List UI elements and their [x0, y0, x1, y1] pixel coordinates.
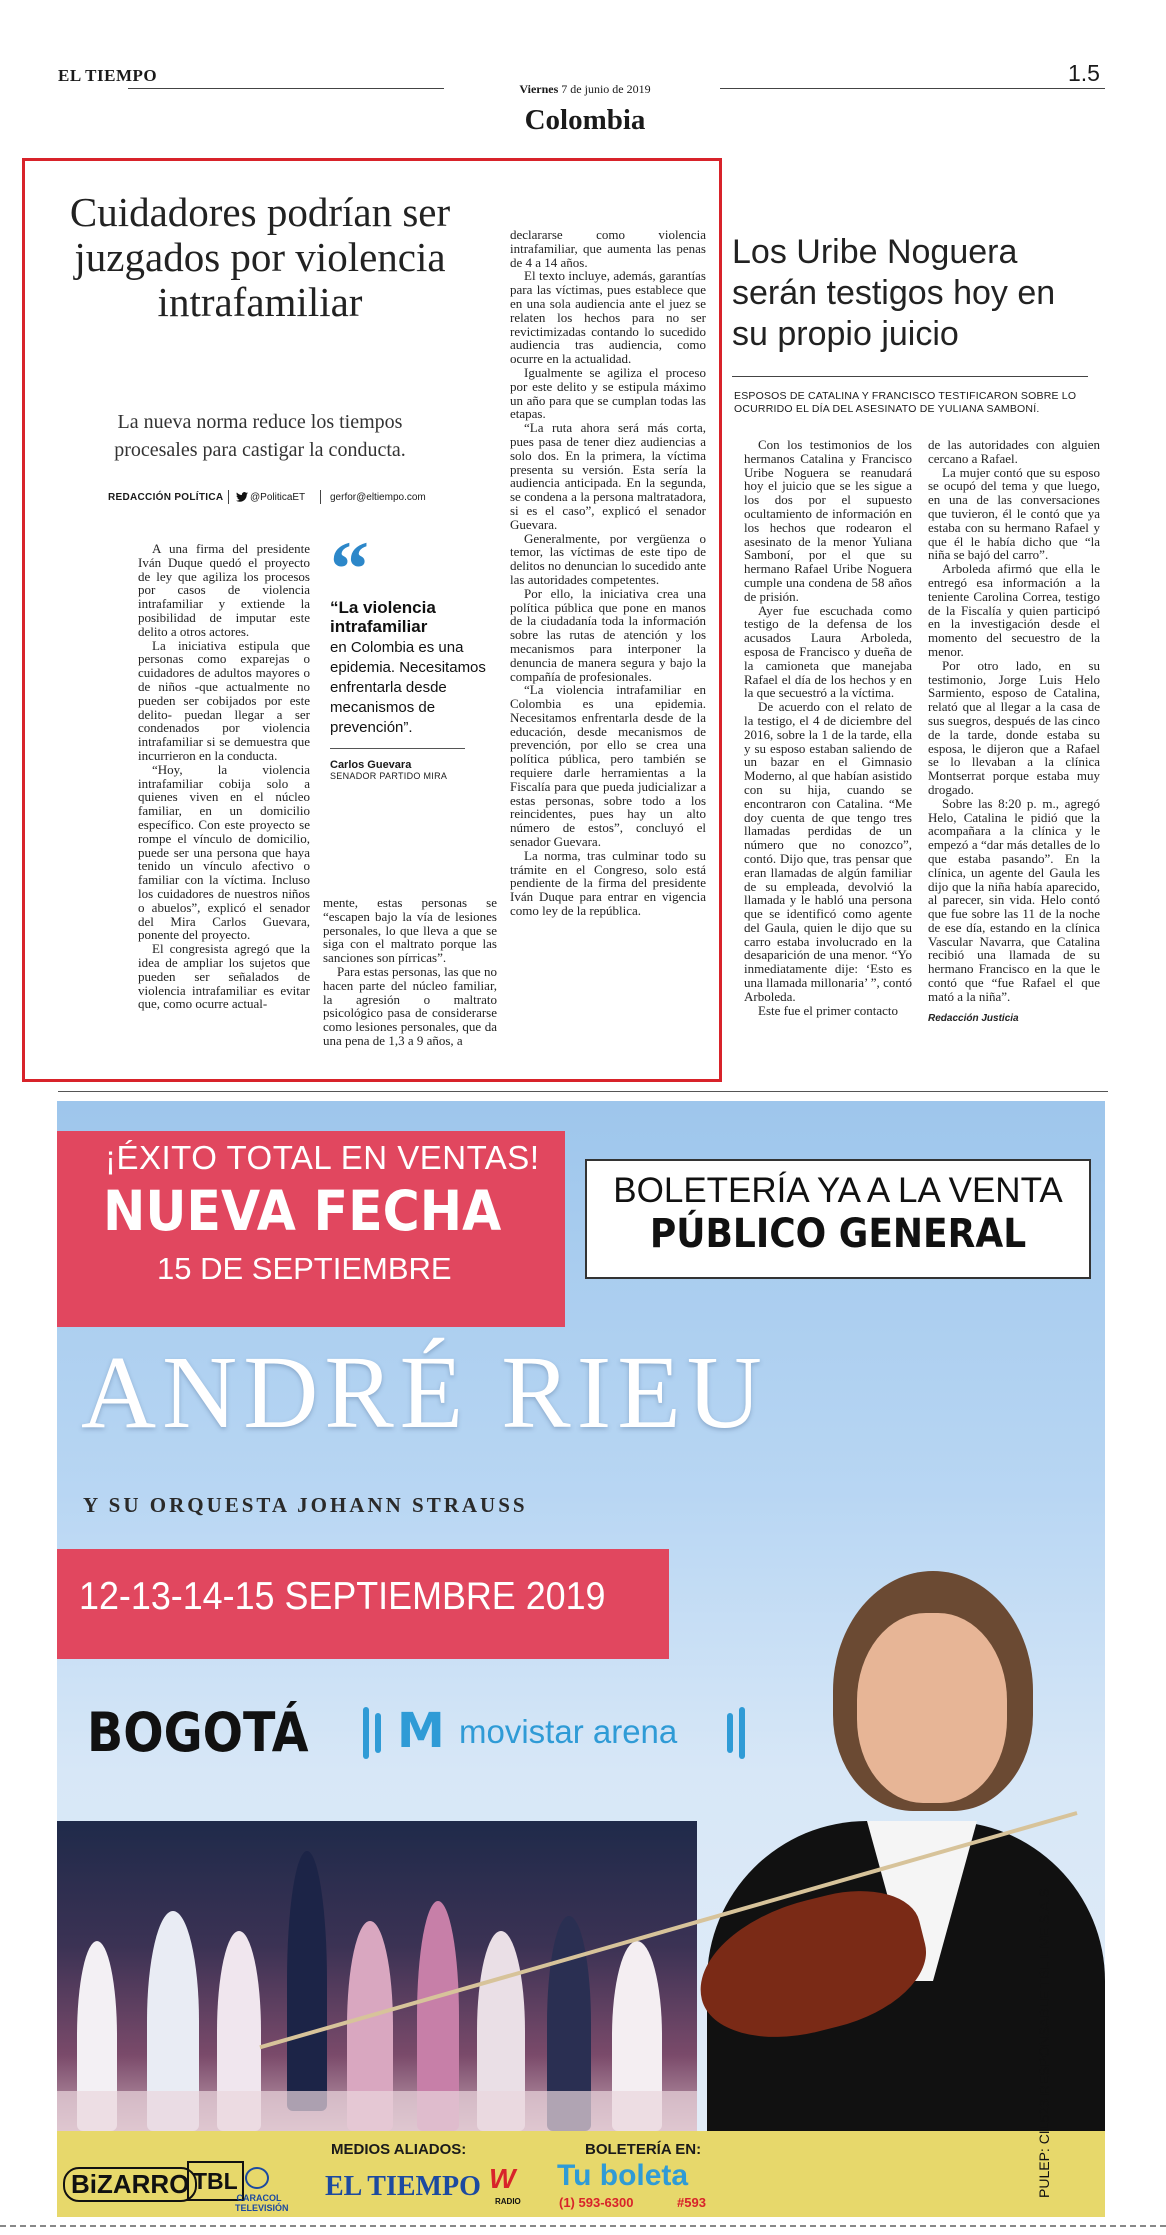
w-radio-sub: RADIO — [495, 2197, 521, 2206]
header-rule-left — [128, 88, 444, 89]
paragraph: Generalmente, por vergüenza o temor, las víctimas de este tipo de delitos no denuncian lo sucedido ante las autoridades competentes. — [510, 530, 706, 587]
tuboleta-logo: Tu boleta — [557, 2159, 689, 2192]
page-bottom-edge — [0, 2225, 1166, 2227]
paragraph: La mujer contó que su esposo se ocupó del tema y que luego, en una de las conversaciones que tuvieron, él le contó que ya estaba con su hermano Rafael y que él le había dicho que “la niña se bajó del carro”. — [928, 464, 1100, 563]
quote-mark-icon: “ — [330, 525, 369, 612]
paragraph: mente, estas personas se “escapen bajo la vía de lesiones personales, lo que lleva a que se siga con el maltrato porque las sanciones son pírricas”. — [323, 895, 497, 966]
tbl-logo: TBL — [187, 2161, 244, 2201]
masthead: EL TIEMPO — [58, 66, 158, 85]
venue-name: movistar arena — [459, 1713, 678, 1750]
article1-credits — [108, 490, 488, 506]
ad-medios-label: MEDIOS ALIADOS: — [331, 2141, 467, 2158]
paragraph: Arboleda afirmó que ella le entregó esa información a la teniente Carolina Correa, testigo de la Fiscalía y quien participó en la investigación desde el momento del secuestro de la menor. — [928, 561, 1100, 659]
paragraph: Igualmente se agiliza el proceso por este delito y se estipula máximo un año para que se cumplan todas las etapas. — [510, 364, 706, 422]
article2-column-2 — [928, 438, 1100, 1025]
caracol-logo: CARACOL TELEVISIÓN — [235, 2193, 289, 2213]
movistar-arena-logo — [355, 1701, 753, 1769]
twitter-icon — [236, 492, 248, 505]
paragraph: El texto incluye, además, garantías para las víctimas, pues establece que en una sola audiencia ante el juez se relaten los hechos para no ser revictimizadas contando lo sucedido audiencia tras audiencia, como ocurre en la actualidad. — [510, 268, 706, 367]
article2-headline: Los Uribe Noguera serán testigos hoy en su propio juicio — [732, 233, 1056, 353]
ad-exito: ¡ÉXITO TOTAL EN VENTAS! — [105, 1139, 540, 1176]
article1-headline: Cuidadores podrían ser juzgados por violencia intrafamiliar — [69, 189, 451, 325]
concert-advertisement — [57, 1101, 1105, 2217]
ad-city: BOGOTÁ — [87, 1701, 309, 1764]
article2-kicker: ESPOSOS DE CATALINA Y FRANCISCO TESTIFICARON SOBRE LO OCURRIDO EL DÍA DEL ASESINATO DE YULIANA SAMBONÍ. — [734, 390, 1077, 415]
article1-deck: La nueva norma reduce los tiempos procesales para castigar la conducta. — [114, 411, 406, 461]
paragraph: Por otro lado, en su testimonio, Jorge Luis Helo Sarmiento, esposo de Catalina, relató que al llegar a la casa de sus suegros, después de las cinco de la tarde, donde estaba su esposa, le dijeron que a Rafael se lo llevaban a la clínica Montserrat porque estaba muy drogado. — [928, 657, 1100, 797]
ad-boleteria-label: BOLETERÍA EN: — [585, 2141, 702, 2158]
bracket-icon — [375, 1713, 381, 1753]
article1-twitter: @PoliticaET — [250, 492, 306, 503]
article1-column-2 — [323, 896, 497, 1048]
ad-artist: ANDRÉ RIEU — [81, 1335, 768, 1450]
ad-divider — [58, 1091, 1108, 1092]
ad-nueva-fecha: NUEVA FECHA — [103, 1179, 502, 1243]
bizarro-logo: BiZARRO — [63, 2167, 197, 2202]
bracket-icon — [363, 1707, 369, 1759]
paragraph: Ayer fue escuchada como testigo de la defensa de los acusados Laura Arboleda, esposa de Francisco y dueña de la camioneta que manejaba Rafael el día de los hechos y en la que secuestró a la víctima. — [744, 602, 912, 701]
quote-author: Carlos Guevara — [330, 759, 412, 771]
quote-rule — [330, 748, 465, 749]
dateline — [500, 82, 670, 97]
article1-email: gerfor@eltiempo.com — [330, 492, 426, 503]
ad-orchestra: Y SU ORQUESTA JOHANN STRAUSS — [83, 1493, 528, 1517]
section-title: Colombia — [524, 104, 646, 136]
stage-photo — [57, 1821, 697, 2133]
paragraph: Por ello, la iniciativa crea una política pública que pone en manos de la ciudadanía toda la información sobre las rutas de atención y los mecanismos para interponer la denuncia de manera segura y bajo la compañía de profesionales. — [510, 585, 706, 684]
credit-separator — [320, 490, 321, 504]
paragraph: Para estas personas, las que no hacen parte del núcleo familiar, la agresión o maltrato psicológico pasa de considerarse como lesiones personales, que da una pena de 1,3 a 9 años, a — [323, 963, 497, 1048]
paragraph: De acuerdo con el relato de la testigo, el 4 de diciembre del 2016, sobre la 1 de la tarde, ella y su esposo estaban saliendo de un bazar en el Gimnasio Moderno, al que habían asistido con su hija, cuando se encontraron con Catalina. “Me doy cuenta de que tengo tres llamadas perdidas de un número que no conozco”, contó. Dijo que, tras pensar que eran llamadas de algún familiar de su empleada, devolvió la llamada y le habló una persona que se identificó como agente del Gaula, quien le dijo que su carro estaba involucrado en la desaparición de una menor. “Yo inmediatamente dije: ‘Esto es una llamada millonaria’ ”, contó Arboleda. — [744, 699, 912, 1004]
paragraph: La iniciativa estipula que personas como exparejas o cuidadores de adultos mayores o de niños -que actualmente no pueden ser cobijados por este delito- puedan llegar a ser condenados por violencia intrafamiliar si se demuestra que incurrieron en la conducta. — [138, 637, 310, 763]
quote-lead: “La violencia intrafamiliar — [330, 598, 436, 636]
date-rest: 7 de junio de 2019 — [561, 82, 651, 96]
header-rule-right — [720, 88, 1105, 89]
quote-text: en Colombia es una epidemia. Necesitamos enfrentarla desde mecanismos de prevención”. — [330, 639, 486, 736]
date-weekday: Viernes — [519, 82, 559, 96]
paragraph: Sobre las 8:20 p. m., agregó Helo, Catalina le pidió que la acompañara a la clínica y le empezó a “dar más detalles de lo que estaba pasando”. En la clínica, un agente del Gaula les dijo que la niña había aparecido, al parecer, sin vida. Helo contó que fue sobre las 11 de la noche de ese día, estando en la clínica Vascular Navarra, que Catalina recibió una llamada de su hermano Francisco en la que le contó que “fue Rafael el que mató a la niña”. — [928, 795, 1100, 1004]
article1-column-1 — [138, 542, 310, 1011]
article2-rule — [732, 376, 1088, 377]
paragraph: “La violencia intrafamiliar en Colombia es una epidemia. Necesitamos enfrentarla desde de la educación, desde mecanismos de prevención, por ello se crea una política pública, pero también se requiere darle herramientas a la Fiscalía para que pueda judicializar a estas personas, sobre todo a los reincidentes, pues hay un alto número de estos”, concluyó el senador Guevara. — [510, 682, 706, 850]
quote-author-role: SENADOR PARTIDO MIRA — [330, 771, 448, 781]
page-number: 1.5 — [1068, 60, 1100, 86]
paragraph: “Hoy, la violencia intrafamiliar cobija solo a quienes viven en el núcleo familiar, en un domicilio específico. Con este proyecto se rompe el vínculo de domicilio, puede ser una persona que haya tenido un vínculo afectivo o familiar con la víctima. Incluso los cuidadores de nuestros niños o abuelos”, explicó el senador del Mira Carlos Guevara, ponente del proyecto. — [138, 761, 310, 943]
violinist-face — [857, 1613, 1007, 1803]
ad-boleteria-box — [585, 1159, 1091, 1279]
paragraph: de las autoridades con alguien cercano a Rafael. — [928, 437, 1100, 466]
ad-dates: 12-13-14-15 SEPTIEMBRE 2019 — [79, 1575, 606, 1618]
pull-quote — [330, 525, 490, 781]
credit-separator — [228, 490, 229, 504]
paragraph: “La ruta ahora será más corta, pues pasa de tener diez audiencias a solo dos. En la primera, la víctima presenta su versión. Esta sería la audiencia anticipada. En la segunda, se condena a la persona maltratadora, si es el caso”, explicó el senador Guevara. — [510, 420, 706, 532]
paragraph: Con los testimonios de los hermanos Catalina y Francisco Uribe Noguera se reanudará hoy el juicio que se les sigue a los dos por el supuesto ocultamiento de información en los hechos que rodearon el asesinato de la menor Yuliana Samboní, por el que su hermano Rafael Uribe Noguera cumple una condena de 58 años de prisión. — [744, 437, 912, 604]
paragraph: declararse como violencia intrafamiliar, que aumenta las penas de 4 a 14 años. — [510, 227, 706, 270]
ad-boleteria-line2: PÚBLICO GENERAL — [649, 1211, 1027, 1257]
movistar-m-icon: M — [397, 1703, 445, 1759]
dancer-figure — [287, 1851, 327, 2111]
paragraph: La norma, tras culminar todo su trámite en el Congreso, solo está pendiente de la firma del presidente Iván Duque para entrar en vigencia como ley de la república. — [510, 847, 706, 919]
w-radio-logo: W — [489, 2163, 516, 2194]
article2-column-1 — [744, 438, 912, 1017]
article1-byline: REDACCIÓN POLÍTICA — [108, 492, 224, 503]
tuboleta-phone: (1) 593-6300 — [559, 2195, 634, 2210]
paragraph: A una firma del presidente Iván Duque quedó el proyecto de ley que agiliza los procesos por casos de violencia intrafamiliar y extiende la posibilidad de imputar este delito a otros actores. — [138, 541, 310, 639]
ad-pulep-note: PULEP: CIL523 RESPONSABLE TBL LIVE S.A.S — [1036, 1888, 1052, 2198]
paragraph: El congresista agregó que la idea de ampliar los sujetos que pueden ser señalados de violencia intrafamiliar es evitar que, como ocurre actual- — [138, 941, 310, 1012]
caracol-logo-icon — [245, 2167, 269, 2189]
eltiempo-logo: EL TIEMPO — [325, 2171, 481, 2202]
tuboleta-cel: #593 — [677, 2195, 706, 2210]
ad-boleteria-line1: BOLETERÍA YA A LA VENTA — [613, 1171, 1063, 1210]
stage-floor — [57, 2091, 697, 2131]
article2-byline: Redacción Justicia — [928, 1012, 1019, 1024]
article1-column-3 — [510, 228, 706, 918]
paragraph: Este fue el primer contacto — [758, 1002, 899, 1018]
ad-fecha: 15 DE SEPTIEMBRE — [157, 1251, 452, 1286]
